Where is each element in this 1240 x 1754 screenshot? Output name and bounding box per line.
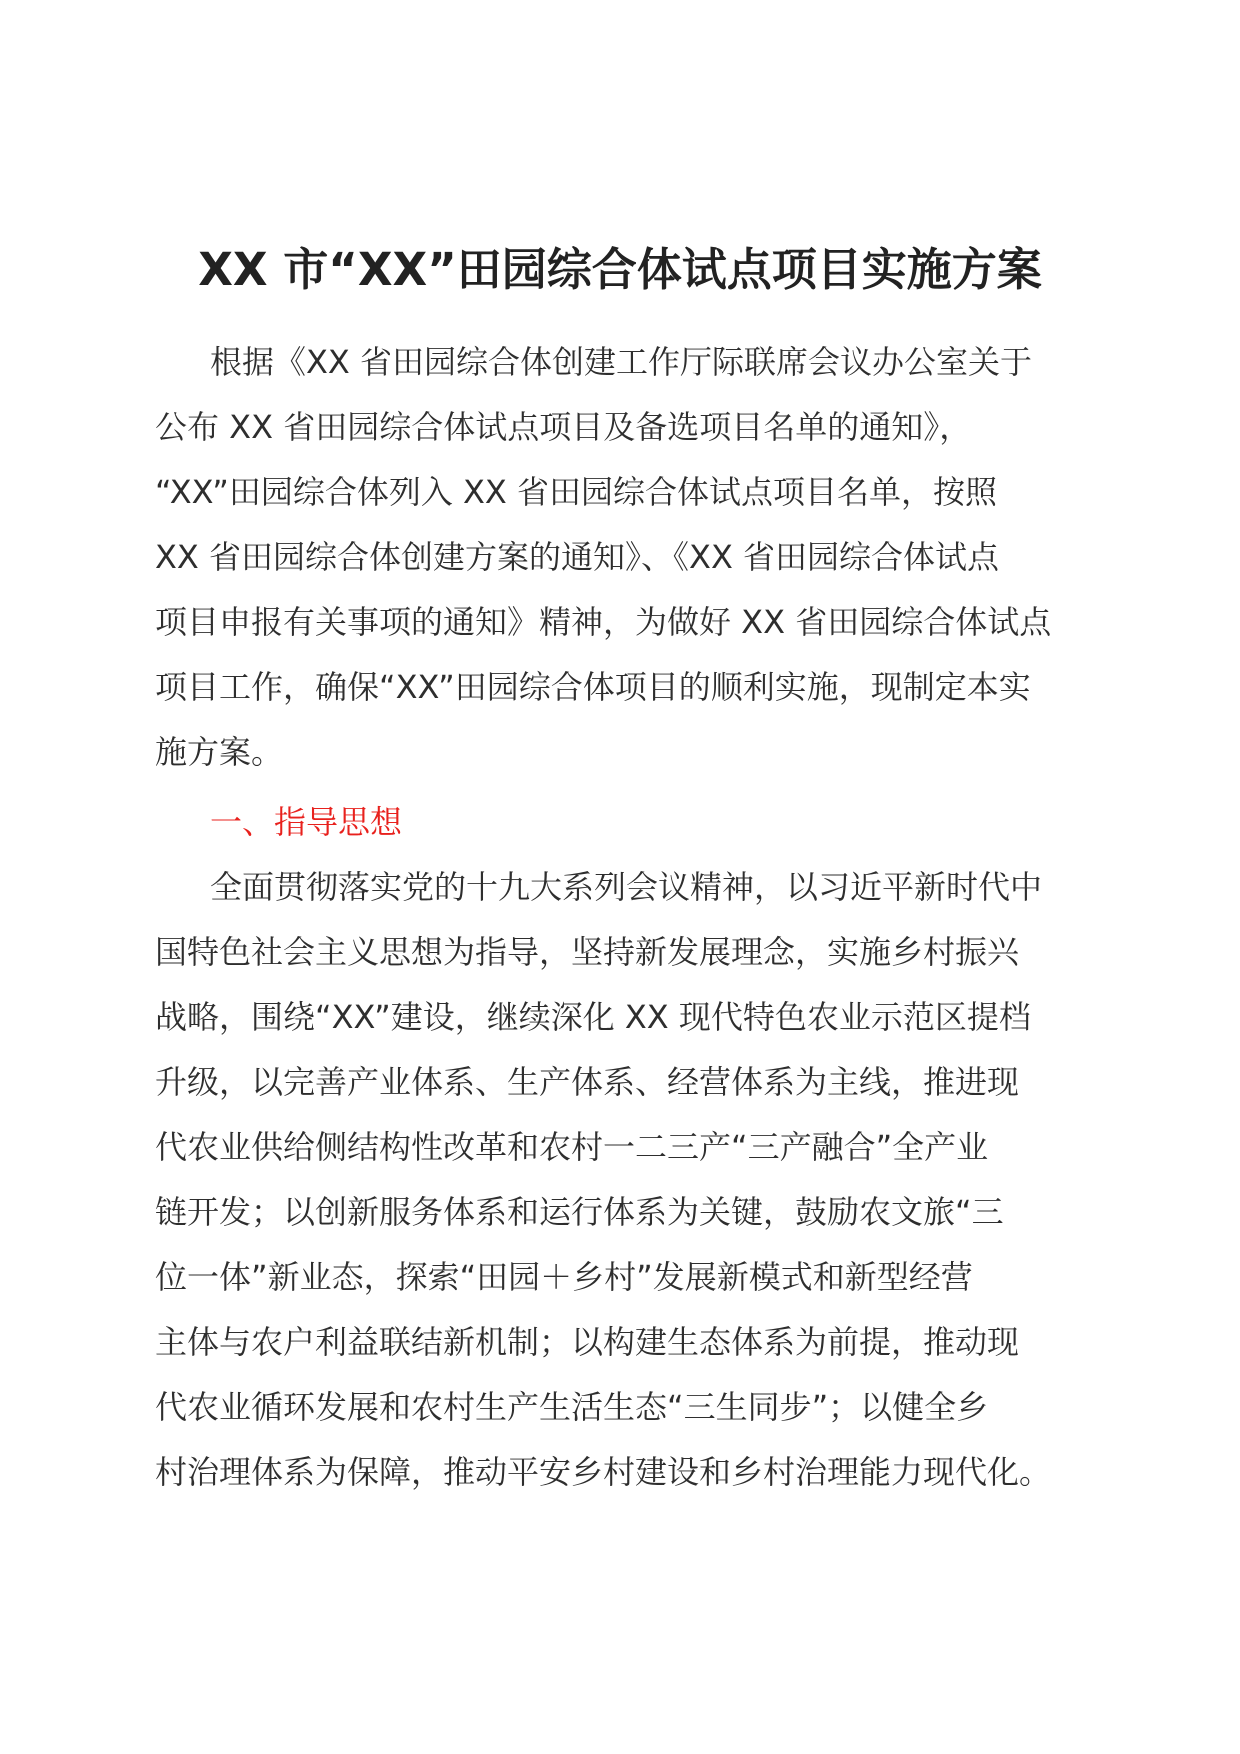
paragraph-line: 国特色社会主义思想为指导，坚持新发展理念，实施乡村振兴 bbox=[155, 933, 1020, 971]
paragraph-line: 链开发；以创新服务体系和运行体系为关键，鼓励农文旅“三 bbox=[155, 1193, 1004, 1231]
paragraph-line: 位一体”新业态，探索“田园＋乡村”发展新模式和新型经营 bbox=[155, 1258, 973, 1296]
paragraph-line: 升级，以完善产业体系、生产体系、经营体系为主线，推进现 bbox=[155, 1063, 1020, 1101]
paragraph-line: 代农业供给侧结构性改革和农村一二三产“三产融合”全产业 bbox=[155, 1128, 989, 1166]
paragraph-intro bbox=[155, 330, 1105, 785]
paragraph-line: 项目申报有关事项的通知》精神，为做好 XX 省田园综合体试点 bbox=[155, 603, 1052, 641]
paragraph-line: XX 省田园综合体创建方案的通知》、《XX 省田园综合体试点 bbox=[155, 538, 1000, 576]
paragraph-line: 根据《XX 省田园综合体创建工作厅际联席会议办公室关于 bbox=[210, 343, 1033, 381]
paragraph-line: 战略，围绕“XX”建设，继续深化 XX 现代特色农业示范区提档 bbox=[155, 998, 1031, 1036]
section-heading-guiding-ideology: 一、指导思想 bbox=[210, 803, 403, 841]
paragraph-line: 村治理体系为保障，推动平安乡村建设和乡村治理能力现代化。 bbox=[155, 1453, 1052, 1491]
paragraph-line: 施方案。 bbox=[155, 733, 284, 771]
paragraph-line: 代农业循环发展和农村生产生活生态“三生同步”；以健全乡 bbox=[155, 1388, 989, 1426]
paragraph-line: 项目工作，确保“XX”田园综合体项目的顺利实施，现制定本实 bbox=[155, 668, 1031, 706]
paragraph-line: “XX”田园综合体列入 XX 省田园综合体试点项目名单，按照 bbox=[155, 473, 998, 511]
document-title: XX 市“XX”田园综合体试点项目实施方案 bbox=[198, 243, 1042, 296]
paragraph-line: 全面贯彻落实党的十九大系列会议精神，以习近平新时代中 bbox=[210, 868, 1043, 906]
paragraph-line: 主体与农户利益联结新机制；以构建生态体系为前提，推动现 bbox=[155, 1323, 1020, 1361]
paragraph-guiding-ideology bbox=[155, 855, 1105, 1505]
paragraph-line: 公布 XX 省田园综合体试点项目及备选项目名单的通知》， bbox=[155, 408, 972, 446]
